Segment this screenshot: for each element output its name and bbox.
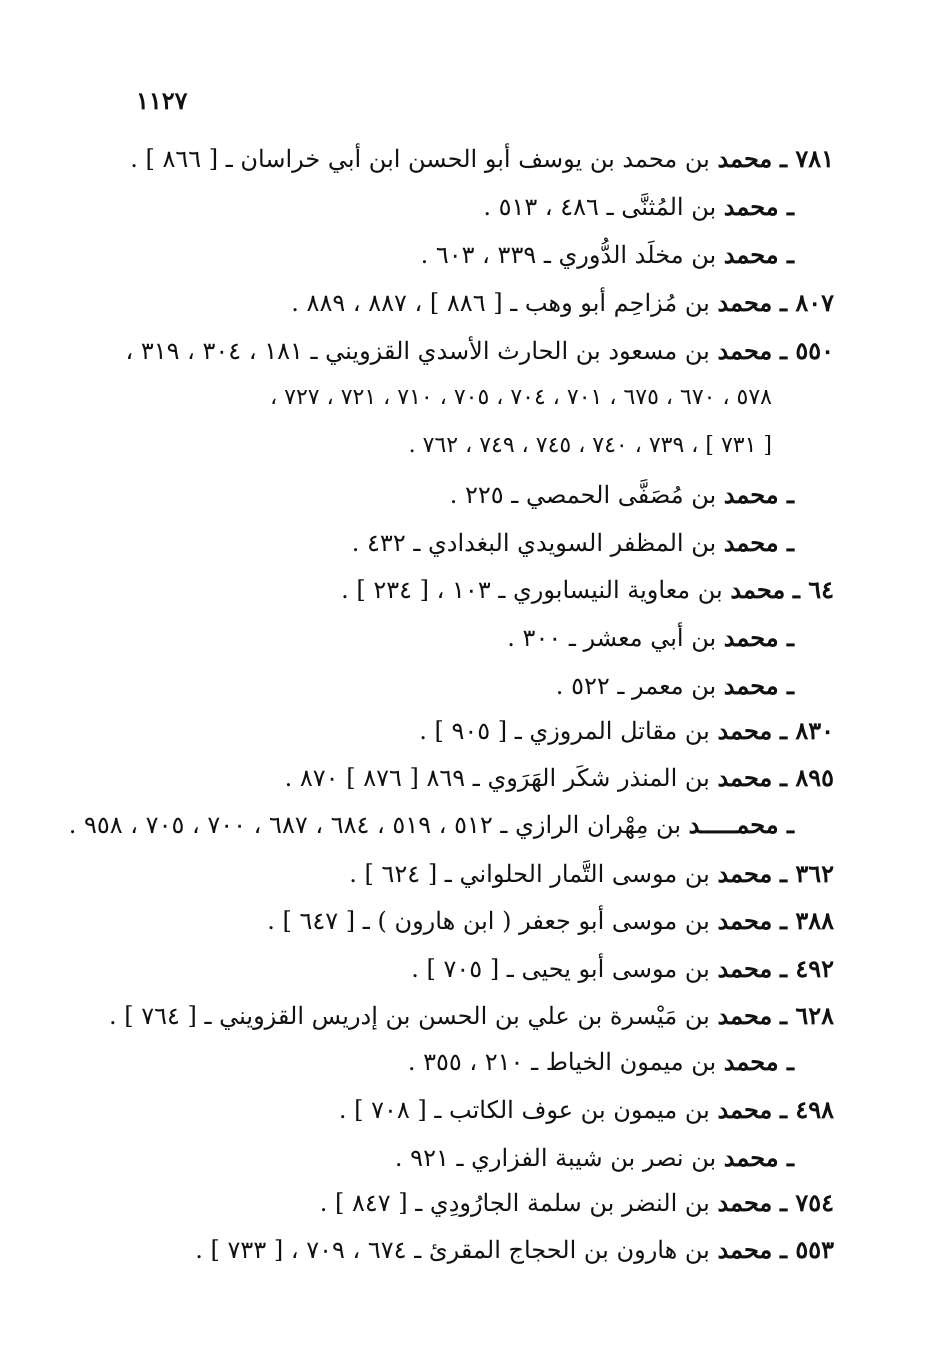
entry-text: بن مسعود بن الحارث الأسدي القزويني ـ ١٨١ ، ٣٠٤ ، ٣١٩ ، bbox=[125, 337, 718, 365]
entry-text: بن مقاتل المروزي ـ [ ٩٠٥ ] . bbox=[419, 717, 718, 745]
entry-text: ٥٧٨ ، ٦٧٠ ، ٦٧٥ ، ٧٠١ ، ٧٠٤ ، ٧٠٥ ، ٧١٠ ، ٧٢١ ، ٧٢٧ ، bbox=[270, 385, 772, 410]
entry-name: محمد bbox=[717, 1001, 773, 1030]
entry-text: بن مخلَد الدُّوري ـ ٣٣٩ ، ٦٠٣ . bbox=[420, 241, 724, 269]
page-number: ١١٢٧ bbox=[136, 86, 188, 115]
entry-number: ٥٥٣ ـ bbox=[779, 1235, 834, 1264]
index-entry bbox=[411, 952, 834, 986]
entry-number: ٧٥٤ ـ bbox=[779, 1188, 834, 1217]
entry-name: ـ محمد bbox=[723, 528, 794, 557]
entry-name: محمد bbox=[717, 144, 773, 173]
entry-name: محمد bbox=[717, 1188, 773, 1217]
entry-name: ـ محمد bbox=[723, 480, 794, 509]
entry-name: ـ محمد bbox=[723, 192, 794, 221]
index-entry bbox=[507, 621, 794, 655]
entry-name: محمد bbox=[717, 906, 773, 935]
entry-text: بن موسى أبو جعفر ( ابن هارون ) ـ [ ٦٤٧ ] . bbox=[267, 907, 718, 935]
entry-text: بن هارون بن الحجاج المقرئ ـ ٦٧٤ ، ٧٠٩ ، [ ٧٣٣ ] . bbox=[195, 1236, 718, 1264]
entry-text: بن مُصَفَّى الحمصي ـ ٢٢٥ . bbox=[449, 481, 724, 509]
entry-text: بن مُزاحِم أبو وهب ـ [ ٨٨٦ ] ، ٨٨٧ ، ٨٨٩ . bbox=[291, 289, 718, 317]
index-entry bbox=[267, 904, 834, 938]
index-entry bbox=[69, 808, 794, 842]
entry-name: محمد bbox=[717, 288, 773, 317]
index-entry bbox=[195, 1233, 834, 1267]
entry-name: ـ محمد bbox=[723, 240, 794, 269]
entry-text: [ ٧٣١ ] ، ٧٣٩ ، ٧٤٠ ، ٧٤٥ ، ٧٤٩ ، ٧٦٢ . bbox=[408, 433, 772, 458]
entry-name: محمد bbox=[717, 1095, 773, 1124]
entry-number: ٣٦٢ ـ bbox=[779, 859, 834, 888]
index-entry bbox=[291, 286, 834, 320]
index-entry bbox=[339, 1093, 834, 1127]
entry-number: ٣٨٨ ـ bbox=[779, 906, 834, 935]
entry-number: ٦٤ ـ bbox=[792, 575, 834, 604]
entry-name: محمد bbox=[717, 716, 773, 745]
index-entry bbox=[285, 761, 834, 795]
entry-text: بن ميمون الخياط ـ ٢١٠ ، ٣٥٥ . bbox=[407, 1048, 724, 1076]
entry-name: ـ محمد bbox=[723, 1047, 794, 1076]
entry-text: بن محمد بن يوسف أبو الحسن ابن أبي خراسان ـ [ ٨٦٦ ] . bbox=[130, 145, 718, 173]
entry-text: بن معمر ـ ٥٢٢ . bbox=[555, 672, 724, 700]
index-entry bbox=[352, 526, 794, 560]
entry-text: بن المُثنَّى ـ ٤٨٦ ، ٥١٣ . bbox=[483, 193, 724, 221]
entry-number: ٨٩٥ ـ bbox=[779, 763, 834, 792]
entry-continuation bbox=[409, 429, 772, 463]
entry-name: محمد bbox=[717, 954, 773, 983]
index-entry bbox=[349, 857, 834, 891]
entry-name: ـ محمد bbox=[723, 671, 794, 700]
entry-name: ـ محمـــــد bbox=[688, 810, 794, 839]
entry-text: بن نصر بن شيبة الفزاري ـ ٩٢١ . bbox=[394, 1144, 724, 1172]
entry-number: ٥٥٠ ـ bbox=[779, 336, 834, 365]
index-entry bbox=[109, 999, 834, 1033]
entry-name: ـ محمد bbox=[723, 623, 794, 652]
index-entry bbox=[408, 1045, 794, 1079]
entry-text: بن أبي معشر ـ ٣٠٠ . bbox=[507, 624, 724, 652]
entry-number: ٧٨١ ـ bbox=[779, 144, 834, 173]
entry-text: بن مَيْسرة بن علي بن الحسن بن إدريس القزويني ـ [ ٧٦٤ ] . bbox=[108, 1002, 718, 1030]
entry-name: ـ محمد bbox=[723, 1143, 794, 1172]
index-entry bbox=[450, 478, 794, 512]
index-entry bbox=[395, 1141, 794, 1175]
entry-number: ٨٣٠ ـ bbox=[779, 716, 834, 745]
index-entry bbox=[556, 669, 794, 703]
entry-number: ٤٩٢ ـ bbox=[779, 954, 834, 983]
entry-text: بن موسى التَّمار الحلواني ـ [ ٦٢٤ ] . bbox=[349, 860, 718, 888]
entry-name: محمد bbox=[717, 336, 773, 365]
index-entry bbox=[483, 190, 794, 224]
entry-text: بن معاوية النيسابوري ـ ١٠٣ ، [ ٢٣٤ ] . bbox=[341, 576, 731, 604]
entry-text: بن المنذر شكَر الهَرَوي ـ ٨٦٩ [ ٨٧٦ ] ٨٧٠ . bbox=[284, 764, 718, 792]
entry-text: بن النضر بن سلمة الجارُودِي ـ [ ٨٤٧ ] . bbox=[319, 1189, 718, 1217]
index-entry bbox=[125, 334, 834, 368]
entry-name: محمد bbox=[717, 859, 773, 888]
entry-number: ٦٢٨ ـ bbox=[779, 1001, 834, 1030]
entry-text: بن مِهْران الرازي ـ ٥١٢ ، ٥١٩ ، ٦٨٤ ، ٦٨٧ ، ٧٠٠ ، ٧٠٥ ، ٩٥٨ . bbox=[68, 811, 689, 839]
entry-number: ٤٩٨ ـ bbox=[779, 1095, 834, 1124]
entry-text: بن المظفر السويدي البغدادي ـ ٤٣٢ . bbox=[351, 529, 724, 557]
index-entry bbox=[320, 1186, 834, 1220]
entry-number: ٨٠٧ ـ bbox=[779, 288, 834, 317]
index-entry bbox=[419, 714, 834, 748]
index-entry bbox=[421, 238, 794, 272]
entry-continuation bbox=[270, 381, 772, 415]
entry-text: بن ميمون بن عوف الكاتب ـ [ ٧٠٨ ] . bbox=[338, 1096, 718, 1124]
index-entry bbox=[130, 142, 834, 176]
entry-name: محمد bbox=[730, 575, 786, 604]
entry-text: بن موسى أبو يحيى ـ [ ٧٠٥ ] . bbox=[411, 955, 718, 983]
entry-name: محمد bbox=[717, 763, 773, 792]
entry-name: محمد bbox=[717, 1235, 773, 1264]
index-entry bbox=[341, 573, 834, 607]
